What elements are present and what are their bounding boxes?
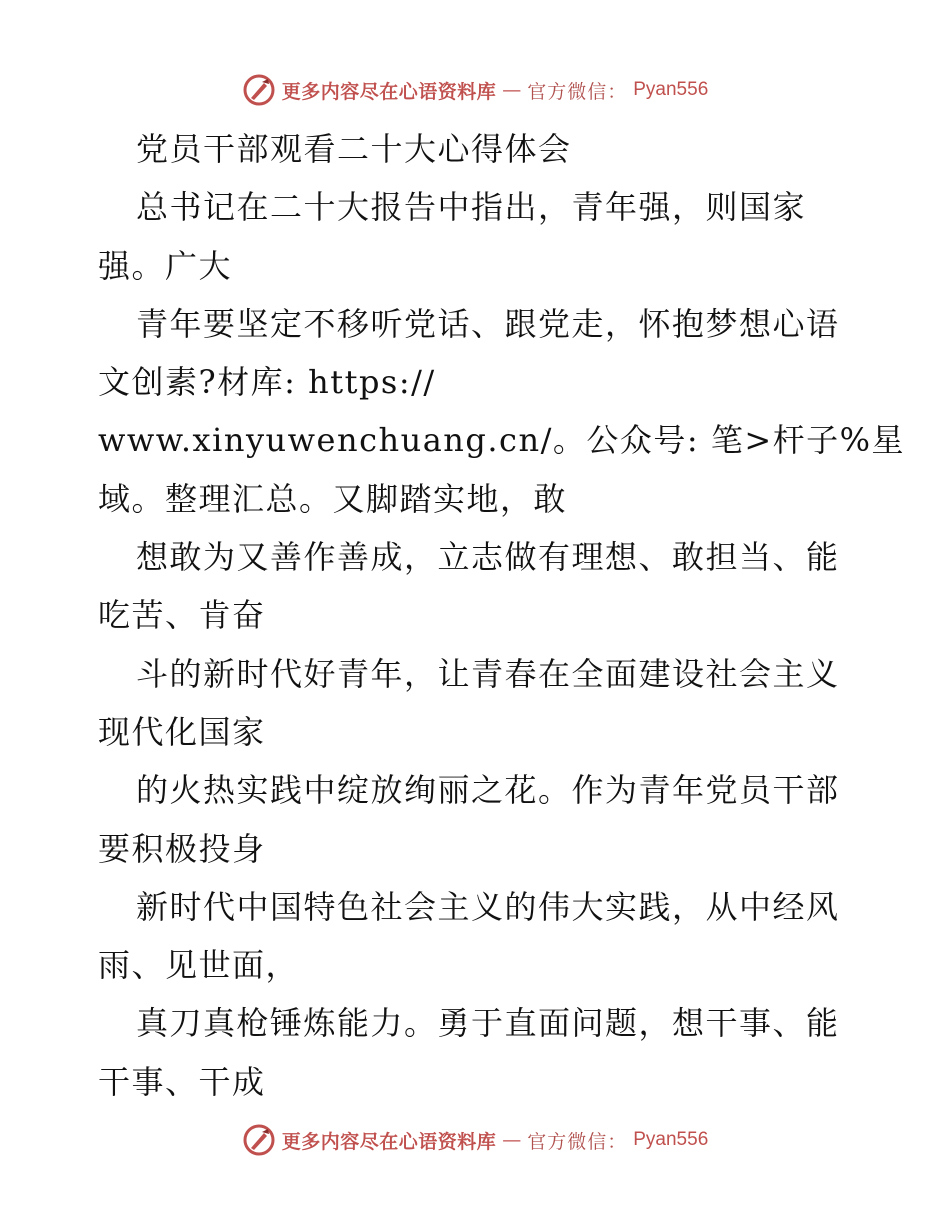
- banner-dash: —: [502, 1129, 522, 1151]
- paragraph-line: 文创素?材库: https://: [98, 363, 436, 402]
- paragraph-line: 干事、干成: [98, 1062, 266, 1101]
- footer-banner: [0, 1120, 950, 1160]
- header-banner: [0, 70, 950, 110]
- wechat-id: Pyan556: [633, 1129, 709, 1150]
- document-body: [98, 120, 906, 1111]
- wechat-id: Pyan556: [633, 79, 709, 100]
- brand-text: 更多内容尽在心语资料库: [281, 1130, 497, 1153]
- pen-logo-icon: [242, 1123, 276, 1157]
- paragraph-line: 强。广大: [98, 246, 233, 285]
- paragraph-line: 要积极投身: [98, 829, 266, 868]
- paragraph-line: 雨、见世面，: [98, 946, 300, 985]
- paragraph-line: 域。整理汇总。又脚踏实地，敢: [98, 479, 568, 518]
- paragraph-line: 新时代中国特色社会主义的伟大实践，从中经风: [136, 887, 840, 926]
- paragraph-line: 斗的新时代好青年，让青春在全面建设社会主义: [136, 654, 840, 693]
- paragraph-line: 现代化国家: [98, 712, 266, 751]
- contact-label: 官方微信：: [527, 80, 628, 103]
- brand-text: 更多内容尽在心语资料库: [281, 80, 497, 103]
- paragraph-line: 总书记在二十大报告中指出，青年强，则国家: [136, 188, 807, 227]
- paragraph-line: 吃苦、肯奋: [98, 596, 266, 635]
- paragraph-line: 想敢为又善作善成，立志做有理想、敢担当、能: [136, 538, 840, 577]
- contact-label: 官方微信：: [527, 1130, 628, 1153]
- pen-logo-icon: [242, 73, 276, 107]
- banner-dash: —: [502, 79, 522, 101]
- document-title: 党员干部观看二十大心得体会: [136, 130, 572, 168]
- paragraph-line: 青年要坚定不移听党话、跟党走，怀抱梦想心语: [136, 304, 840, 343]
- paragraph-line: www.xinyuwenchuang.cn/。公众号: 笔>杆子%星: [98, 421, 906, 460]
- paragraph-line: 的火热实践中绽放绚丽之花。作为青年党员干部: [136, 771, 840, 810]
- paragraph-line: 真刀真枪锤炼能力。勇于直面问题，想干事、能: [136, 1004, 840, 1043]
